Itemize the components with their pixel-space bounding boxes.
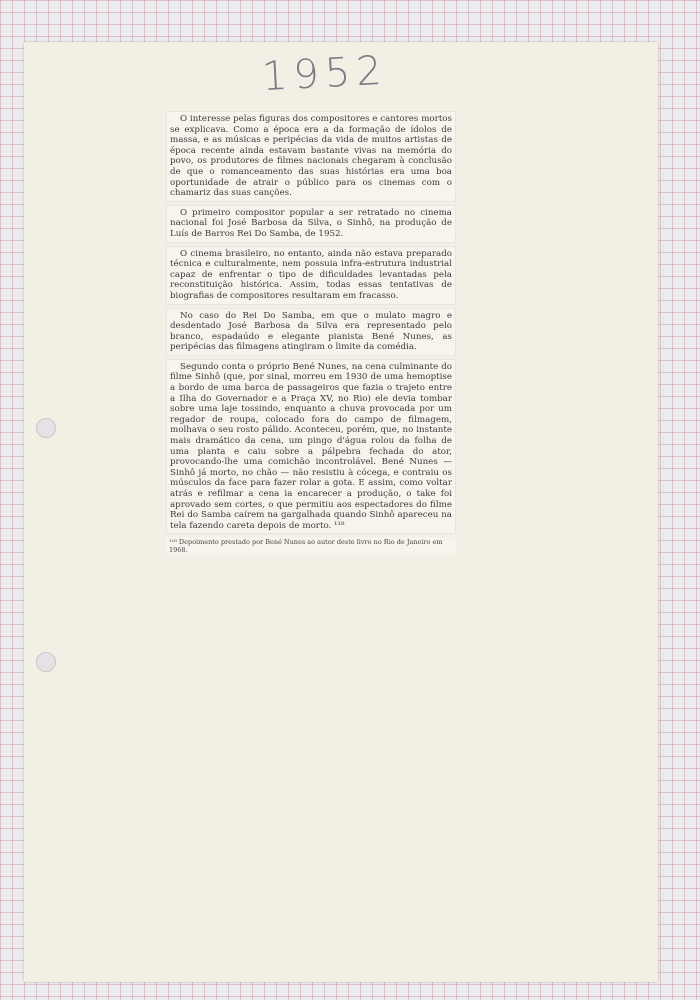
paragraph-text: O primeiro compositor popular a ser retratado no cinema nacional foi José Barbosa da Silva, o Sinhô, na produção de Luís de Barros Rei Do Samba, de 1952. [170, 207, 452, 239]
handwritten-year: 1952 [260, 47, 389, 101]
clipping-paragraph-3 [166, 246, 456, 305]
clipping-paragraph-5 [166, 359, 456, 535]
paragraph-text: O cinema brasileiro, no entanto, ainda não estava preparado técnica e culturalmente, nem possuia infra-estrutura industrial capaz de enfrentar o tipo de dificuldades levantadas pela reconstituição histórica. Assim, todas essas tentativas de biografias de compositores resultaram em fracasso. [170, 248, 452, 301]
clipping-paragraph-2 [166, 205, 456, 243]
footnote: ¹¹⁸ Depoimento prestado por Bené Nunes ao autor deste livro no Rio de Janeiro em 1968. [166, 537, 456, 555]
clipping-paragraph-4 [166, 308, 456, 356]
paragraph-text: No caso do Rei Do Samba, em que o mulato magro e desdentado José Barbosa da Silva era representado pelo branco, espadaúdo e elegante pianista Bené Nunes, as peripécias das filmagens atingiram o limite da comédia. [170, 310, 452, 353]
newspaper-clipping [166, 111, 456, 555]
punch-hole [36, 652, 56, 672]
paragraph-text: Segundo conta o próprio Bené Nunes, na cena culminante do filme Sinhô (que, por sinal, morreu em 1930 de uma hemoptise a bordo de uma barca de passageiros que fazia o trajeto entre a Ilha do Governador e a Praça XV, no Rio) ele devia tombar sobre uma laje tossindo, enquanto a chuva provocada por um regador de roupa, colocado fora do campo de filmagem, molhava o seu rosto pálido. Aconteceu, porém, que, no instante mais dramático da cena, um pingo d'água rolou da folha de uma planta e caiu sobre a pálpebra fechada do ator, provocando-lhe uma comichão incontrolável. Bené Nunes — Sinhô já morto, no chão — não resistiu à cócega, e contraiu os músculos da face para fazer rolar a gota. E assim, como voltar atrás e refilmar a cena ia encarecer a produção, o take foi aprovado sem cortes, o que permitiu aos espectadores do filme Rei do Samba caírem na gargalhada quando Sinhô apareceu na tela fazendo careta depois de morto. ¹¹⁸ [170, 361, 452, 531]
paragraph-text: O interesse pelas figuras dos compositores e cantores mortos se explicava. Como a época era a da formação de ídolos de massa, e as músicas e peripécias da vida de muitos artistas de época recente ainda estavam bastante vivas na memória do povo, os produtores de filmes nacionais chegaram à conclusão de que o romanceamento das suas histórias era uma boa oportunidade de atrair o público para os cinemas com o chamariz das suas canções. [170, 114, 452, 199]
clipping-paragraph-1 [166, 111, 456, 202]
punch-hole [36, 418, 56, 438]
